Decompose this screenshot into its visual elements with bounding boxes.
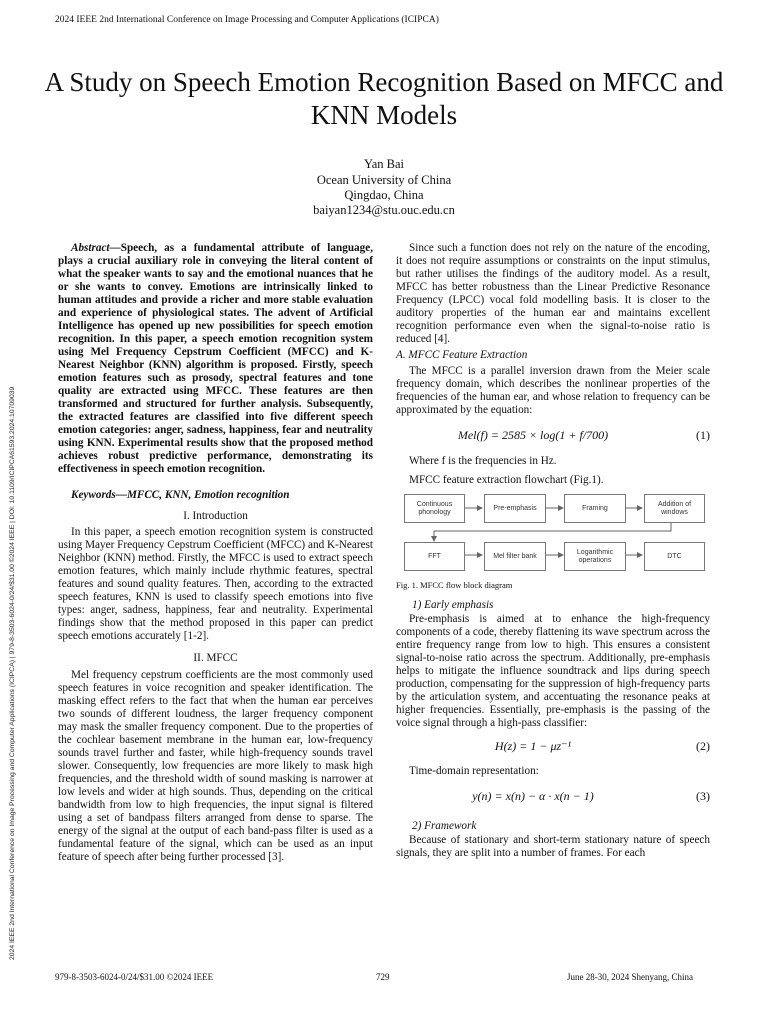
flow-box-addition-of-windows: Addition of windows [644, 494, 705, 523]
flow-box-mel-filter-bank: Mel filter bank [484, 542, 546, 571]
author-city: Qingdao, China [344, 188, 424, 202]
equation-3 [396, 784, 710, 812]
subsection-2-title: 2) Framework [412, 820, 477, 832]
flow-box-fft: FFT [404, 542, 465, 571]
section-introduction-text: In this paper, a speech emotion recognition system is constructed using Mayer Frequency Cepstrum Coefficient (MFCC) and K-Nearest Neighbor (KNN) method. Firstly, the MFCC is used to extract speech emotion features, which mainly include rhythmic features, spectral features and sound quality features. Then, according to the extracted speech features, KNN is used to classify speech emotions into five types: anger, sadness, happiness, fear and neutrality. Experimental findings show that the method proposed in this paper can predict speech emotions accurately [1-2]. [58, 526, 373, 642]
equation-3-number: (3) [696, 789, 710, 803]
keywords: Keywords—MFCC, KNN, Emotion recognition [71, 489, 290, 501]
author-email: baiyan1234@stu.ouc.edu.cn [313, 203, 455, 217]
paper-title: A Study on Speech Emotion Recognition Based on MFCC and KNN Models [44, 67, 724, 130]
equation-1-number: (1) [696, 428, 710, 442]
abstract-label: Abstract— [71, 242, 121, 254]
left-column [58, 242, 373, 864]
flowchart-intro: MFCC feature extraction flowchart (Fig.1). [409, 474, 604, 486]
flow-box-dtc: DTC [644, 542, 705, 571]
author-affiliation: Ocean University of China [316, 173, 452, 187]
flow-box-pre-emphasis: Pre-emphasis [484, 494, 546, 523]
equation-1 [396, 423, 710, 451]
subsection-1-title: 1) Early emphasis [412, 599, 494, 611]
figure-caption: Fig. 1. MFCC flow block diagram [396, 580, 513, 590]
equation-1-formula: Mel(f) = 2585 × log(1 + f/700) [457, 428, 609, 442]
section-introduction-title: I. Introduction [183, 510, 248, 522]
mfcc-flowchart [396, 493, 709, 579]
flow-box-continuous-phonology: Continuous phonology [404, 494, 465, 523]
flow-box-logarithmic-operations: Logarithmic operations [564, 542, 626, 571]
equation-2-number: (2) [696, 739, 710, 753]
subsection-1-text: Pre-emphasis is aimed at to enhance the high-frequency components of a code, thereby flattening its wave spectrum across the entire frequency range from low to high. This ensures a consistent signal-to-noise ratio across the spectrum. Additionally, pre-emphasis helps to mitigate the influence soundtrack and lips during speech production, compensating for the suppression of high-frequency parts by the articulation system, and accentuating the resonance peaks at higher frequencies. Essentially, pre-emphasis is the passing of the voice signal through a high-pass classifier: [396, 613, 710, 729]
subsection-2-text: Because of stationary and short-term stationary nature of speech signals, they are split into a number of frames. For each [396, 834, 710, 859]
footer-page-number: 729 [376, 972, 390, 982]
right-column [396, 242, 710, 860]
conference-header: 2024 IEEE 2nd International Conference on Image Processing and Computer Applications (ICIPCA) [55, 15, 439, 25]
subsection-a-text: The MFCC is a parallel inversion drawn from the Meier scale frequency domain, which describes the nonlinear properties of the frequencies of the human ear, and whose relation to frequency can be approximated by the equation: [396, 365, 710, 416]
doi-sidebar: 2024 IEEE 2nd International Conference on Image Processing and Computer Applications (ICIPCA) | 979-8-3503-6024-0/24/$31.00 ©2024 IEEE | DOI: 10.1109/ICIPCA61593.2024.10709039 [9, 386, 16, 960]
footer-date-location: June 28-30, 2024 Shenyang, China [567, 972, 693, 982]
right-paragraph-1: Since such a function does not rely on the nature of the encoding, it does not require assumptions or constraints on the input stimulus, but rather utilises the findings of the auditory model. As a result, MFCC has better robustness than the Linear Predictive Resonance Frequency (LPCC) vocal fold modelling basis. It is closer to the auditory properties of the human ear and maintains excellent recognition performance even when the signal-to-noise ratio is reduced [4]. [396, 242, 710, 345]
equation-3-formula: y(n) = x(n) − α · x(n − 1) [472, 789, 594, 803]
section-mfcc-title: II. MFCC [193, 652, 238, 664]
equation-2-formula: H(z) = 1 − μz⁻¹ [494, 739, 572, 753]
footer-isbn: 979-8-3503-6024-0/24/$31.00 ©2024 IEEE [55, 972, 214, 982]
flow-box-framing: Framing [564, 494, 626, 523]
equation-2 [396, 734, 710, 762]
time-domain-label: Time-domain representation: [409, 765, 539, 777]
section-mfcc-text: Mel frequency cepstrum coefficients are the most commonly used speech features in voice recognition and speaker identification. The masking effect refers to the fact that when the human ear perceives two sounds of different loudness, the larger frequency component may mask the smaller frequency component. Due to the properties of the cochlear basement membrane in the human ear, low-frequency sounds travel further and faster, while high-frequency sounds travel slower. Consequently, low frequencies are more likely to mask high frequencies, and the threshold width of sound masking is narrower at low levels and wider at high sounds. Thus, depending on the critical bandwidth from low to high frequencies, the input signal is filtered using a set of bandpass filters arranged from dense to sparse. The energy of the signal at the output of each band-pass filter is used as a fundamental feature of the signal, which can be used as an input feature of speech after being further processed [3]. [58, 669, 373, 863]
subsection-a-title: A. MFCC Feature Extraction [396, 349, 528, 361]
author-name: Yan Bai [363, 157, 405, 171]
abstract [58, 242, 373, 476]
where-text: Where f is the frequencies in Hz. [409, 455, 557, 467]
abstract-text: Speech, as a fundamental attribute of language, plays a crucial auxiliary role in conveying the literal content of what the speaker wants to say and the emotional nuances that he or she wants to convey. Emotions are intrinsically linked to human attitudes and provide a richer and more stable evaluation and experience of physiological states. The advent of Artificial Intelligence has opened up new possibilities for speech emotion recognition. In this paper, a speech emotion recognition system using Mel Frequency Cepstrum Coefficient (MFCC) and K-Nearest Neighbor (KNN) algorithm is proposed. Firstly, speech emotion features such as prosody, spectral features and tone quality are extracted using MFCC. These features are then transformed and structured for further analysis. Subsequently, the extracted features are classified into five different speech emotion categories: anger, sadness, happiness, fear and neutrality using KNN. Experimental results show that the proposed method achieves robust predictive performance, demonstrating its effectiveness in speech emotion recognition. [58, 242, 373, 475]
